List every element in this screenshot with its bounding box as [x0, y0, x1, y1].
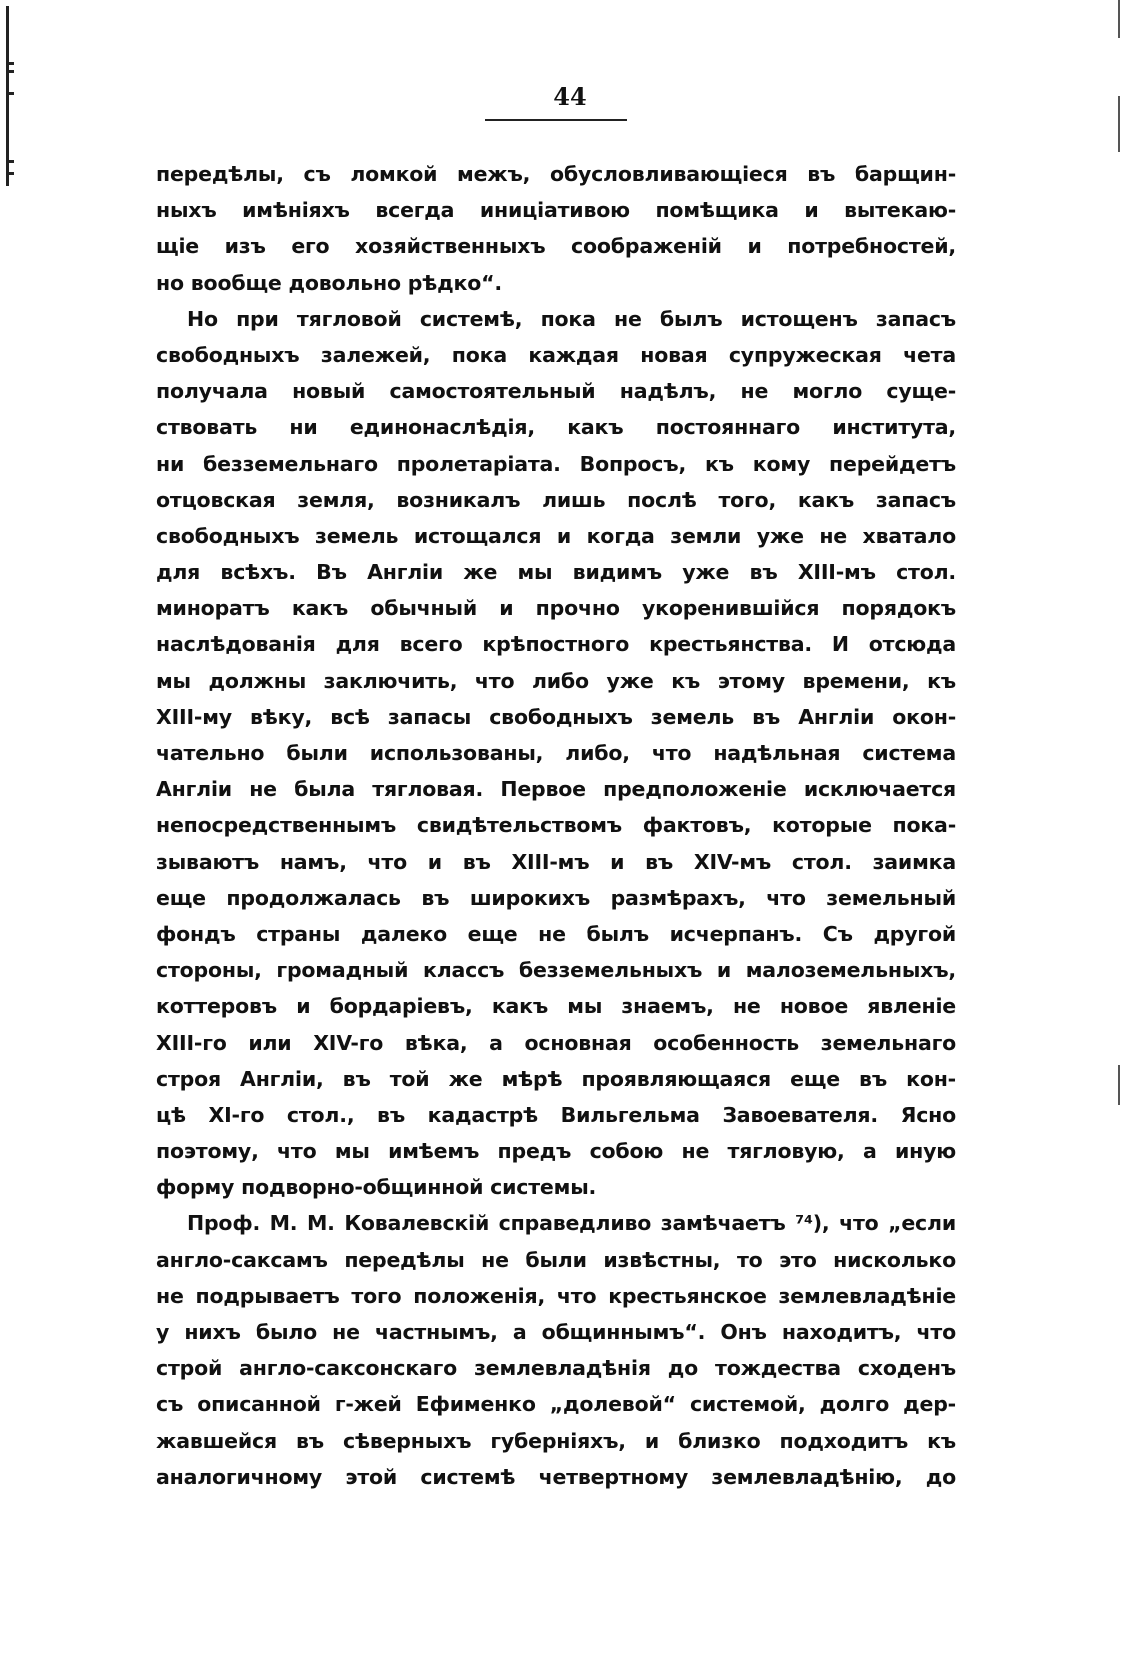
- scan-edge-mark: [6, 172, 14, 175]
- text-line: XIII-му вѣку, всѣ запасы свободныхъ земель въ Англіи окон-: [156, 704, 956, 729]
- text-line: Проф. М. М. Ковалевскій справедливо замѣчаетъ ⁷⁴), что „если: [187, 1211, 956, 1236]
- text-line: съ описанной г-жей Ефименко „долевой“ системой, долго дер-: [156, 1392, 956, 1417]
- text-line: отцовская земля, возникалъ лишь послѣ того, какъ запасъ: [156, 487, 956, 512]
- text-line: поэтому, что мы имѣемъ предъ собою не тягловую, а иную: [156, 1139, 956, 1164]
- text-line: жавшейся въ сѣверныхъ губерніяхъ, и близко подходитъ къ: [156, 1428, 956, 1453]
- text-line: непосредственнымъ свидѣтельствомъ фактовъ, которые пока-: [156, 813, 956, 838]
- text-line: миноратъ какъ обычный и прочно укоренившійся порядокъ: [156, 596, 956, 621]
- text-line: свободныхъ земель истощался и когда земли уже не хватало: [156, 523, 956, 548]
- text-line: для всѣхъ. Въ Англіи же мы видимъ уже въ XIII-мъ стол.: [156, 560, 956, 585]
- scan-right-edge: [1118, 0, 1120, 38]
- scan-right-edge: [1118, 1065, 1120, 1105]
- text-line: форму подворно-общинной системы.: [156, 1175, 597, 1200]
- scan-edge-mark: [6, 62, 14, 65]
- text-line: у нихъ было не частнымъ, а общиннымъ“. Онъ находитъ, что: [156, 1320, 956, 1344]
- text-line: ныхъ имѣніяхъ всегда иниціативою помѣщика и вытекаю-: [156, 198, 956, 223]
- text-line: цѣ XI-го стол., въ кадастрѣ Вильгельма Завоевателя. Ясно: [156, 1102, 956, 1127]
- text-line: но вообще довольно рѣдко“.: [156, 270, 502, 295]
- text-line: щіе изъ его хозяйственныхъ соображеній и потребностей,: [156, 234, 956, 259]
- text-line: аналогичному этой системѣ четвертному землевладѣнію, до: [156, 1464, 956, 1489]
- text-line: строя Англіи, въ той же мѣрѣ проявляющаяся еще въ кон-: [156, 1066, 956, 1091]
- text-line: зываютъ намъ, что и въ XIII-мъ и въ XIV-мъ стол. заимка: [156, 849, 956, 874]
- text-line: еще продолжалась въ широкихъ размѣрахъ, что земельный: [156, 885, 956, 910]
- header-rule: [485, 119, 627, 121]
- text-line: мы должны заключить, что либо уже къ этому времени, къ: [156, 668, 956, 693]
- page-number: 44: [553, 82, 587, 111]
- text-line: Но при тягловой системѣ, пока не былъ истощенъ запасъ: [187, 306, 956, 331]
- text-line: XIII-го или XIV-го вѣка, а основная особенность земельнаго: [156, 1030, 956, 1055]
- text-line: Англіи не была тягловая. Первое предположеніе исключается: [156, 777, 956, 802]
- text-line: коттеровъ и бордаріевъ, какъ мы знаемъ, не новое явленіе: [156, 994, 956, 1019]
- text-line: фондъ страны далеко еще не былъ исчерпанъ. Съ другой: [156, 921, 956, 946]
- text-line: свободныхъ залежей, пока каждая новая супружеская чета: [156, 342, 956, 367]
- text-line: не подрываетъ того положенія, что крестьянское землевладѣніе: [156, 1283, 956, 1308]
- text-line: строй англо-саксонскаго землевладѣнія до тождества сходенъ: [156, 1356, 956, 1381]
- text-line: чательно были использованы, либо, что надѣльная система: [156, 741, 956, 765]
- body-text: [156, 156, 956, 1495]
- scan-edge-mark: [6, 70, 14, 73]
- text-line: наслѣдованія для всего крѣпостного крестьянства. И отсюда: [156, 632, 956, 657]
- text-line: получала новый самостоятельный надѣлъ, не могло суще-: [156, 379, 956, 404]
- text-line: стороны, громадный классъ безземельныхъ и малоземельныхъ,: [156, 958, 956, 983]
- text-line: англо-саксамъ передѣлы не были извѣстны, то это нисколько: [156, 1247, 956, 1272]
- text-line: ствовать ни единонаслѣдія, какъ постояннаго института,: [156, 415, 956, 440]
- scan-edge-mark: [6, 160, 14, 163]
- text-line: ни безземельнаго пролетаріата. Вопросъ, къ кому перейдетъ: [156, 451, 956, 476]
- text-line: передѣлы, съ ломкой межъ, обусловливающіеся въ барщин-: [156, 162, 956, 186]
